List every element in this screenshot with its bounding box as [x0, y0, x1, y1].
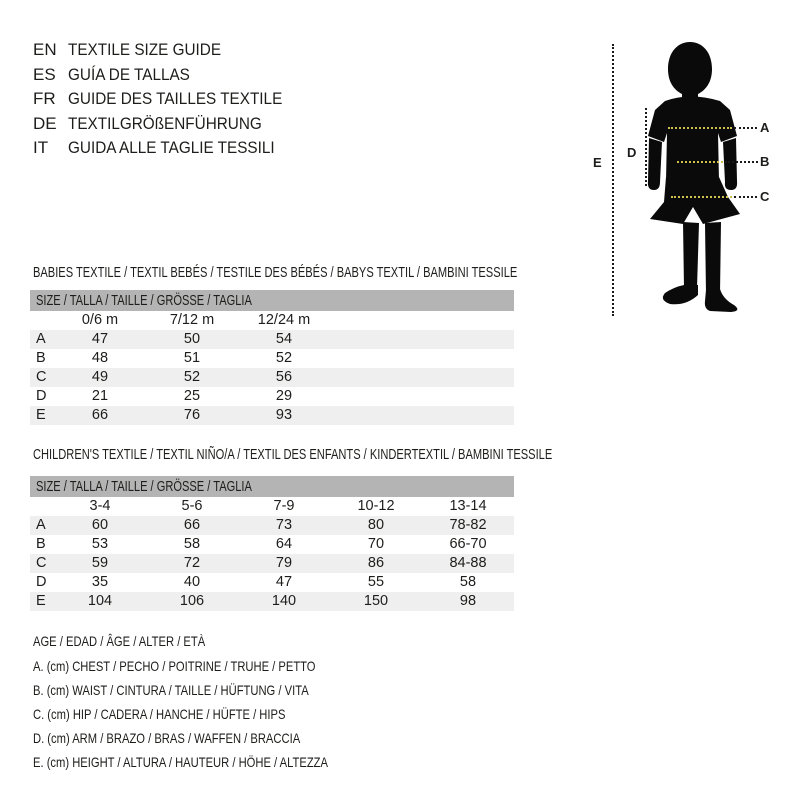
table-cell: 53	[91, 536, 109, 552]
chest-measure-line-a	[668, 127, 732, 129]
table-cell: 66-70	[449, 536, 487, 552]
table-cell	[330, 311, 514, 330]
language-label: GUIDE DES TAILLES TEXTILE	[68, 89, 283, 108]
table-cell	[330, 387, 514, 406]
row-label: C	[36, 369, 47, 385]
children-column-header-row	[30, 497, 514, 516]
table-cell: 29	[275, 388, 293, 404]
table-cell: 59	[91, 555, 109, 571]
table-cell: 47	[275, 574, 293, 590]
children-size-header-bar: SIZE / TALLA / TAILLE / GRÖSSE / TAGLIA	[30, 476, 514, 497]
table-cell: 106	[179, 593, 205, 609]
table-cell: 58	[183, 536, 201, 552]
row-label: D	[36, 388, 47, 404]
chest-measure-line-a-extension	[734, 127, 757, 129]
table-row	[30, 406, 514, 425]
table-cell: 50	[183, 331, 201, 347]
table-cell: 58	[459, 574, 477, 590]
table-cell: 66	[183, 517, 201, 533]
table-row	[30, 535, 514, 554]
language-label: GUIDA ALLE TAGLIE TESSILI	[68, 138, 275, 157]
table-cell	[330, 349, 514, 368]
table-cell	[330, 406, 514, 425]
language-label: GUÍA DE TALLAS	[68, 65, 190, 84]
table-cell: 52	[275, 350, 293, 366]
table-cell: 70	[367, 536, 385, 552]
table-cell	[330, 368, 514, 387]
table-cell: 140	[271, 593, 297, 609]
table-cell	[30, 497, 54, 516]
table-cell: 55	[367, 574, 385, 590]
table-cell: 150	[363, 593, 389, 609]
language-code: DE	[33, 114, 57, 133]
table-cell: 35	[91, 574, 109, 590]
table-cell: 48	[91, 350, 109, 366]
legend-height: E. (cm) HEIGHT / ALTURA / HAUTEUR / HÖHE / ALTEZZA	[33, 754, 328, 770]
language-code: IT	[33, 138, 49, 157]
row-label: D	[36, 574, 47, 590]
table-cell: 79	[275, 555, 293, 571]
table-cell: 47	[91, 331, 109, 347]
column-header: 3-4	[89, 498, 111, 514]
table-cell: 104	[87, 593, 113, 609]
babies-column-header-row	[30, 311, 514, 330]
figure-label-a: A	[760, 120, 770, 135]
column-header: 10-12	[357, 498, 395, 514]
table-cell: 56	[275, 369, 293, 385]
table-row	[30, 554, 514, 573]
table-cell: 73	[275, 517, 293, 533]
table-row	[30, 387, 514, 406]
table-row	[30, 368, 514, 387]
babies-section-heading: BABIES TEXTILE / TEXTIL BEBÉS / TESTILE DES BÉBÉS / BABYS TEXTIL / BAMBINI TESSILE	[33, 264, 518, 281]
table-cell: 52	[183, 369, 201, 385]
row-label: E	[36, 593, 46, 609]
table-cell: 66	[91, 407, 109, 423]
column-header: 5-6	[181, 498, 203, 514]
legend-hip: C. (cm) HIP / CADERA / HANCHE / HÜFTE / HIPS	[33, 706, 286, 722]
language-label: TEXTILGRÖßENFÜHRUNG	[68, 114, 262, 133]
table-cell	[30, 311, 54, 330]
table-cell: 49	[91, 369, 109, 385]
table-cell: 86	[367, 555, 385, 571]
table-row	[30, 592, 514, 611]
table-cell: 51	[183, 350, 201, 366]
column-header: 0/6 m	[81, 312, 119, 328]
waist-measure-line-b	[677, 161, 723, 163]
column-header: 7-9	[273, 498, 295, 514]
row-label: A	[36, 517, 46, 533]
table-cell: 25	[183, 388, 201, 404]
table-cell: 84-88	[449, 555, 487, 571]
waist-measure-line-b-extension	[725, 161, 758, 163]
language-code: EN	[33, 40, 57, 59]
figure-label-c: C	[760, 189, 770, 204]
figure-label-b: B	[760, 154, 770, 169]
legend-age: AGE / EDAD / ÂGE / ALTER / ETÀ	[33, 633, 206, 649]
row-label: B	[36, 536, 46, 552]
row-label: C	[36, 555, 47, 571]
figure-label-e: E	[593, 155, 602, 170]
table-cell: 54	[275, 331, 293, 347]
children-table	[30, 497, 514, 611]
table-cell: 72	[183, 555, 201, 571]
legend-waist: B. (cm) WAIST / CINTURA / TAILLE / HÜFTUNG / VITA	[33, 682, 309, 698]
table-cell: 21	[91, 388, 109, 404]
column-header: 13-14	[449, 498, 487, 514]
column-header: 12/24 m	[257, 312, 311, 328]
table-row	[30, 349, 514, 368]
table-row	[30, 516, 514, 535]
table-cell	[330, 330, 514, 349]
legend-arm: D. (cm) ARM / BRAZO / BRAS / WAFFEN / BRACCIA	[33, 730, 301, 746]
table-cell: 76	[183, 407, 201, 423]
row-label: A	[36, 331, 46, 347]
language-code: ES	[33, 65, 56, 84]
table-row	[30, 573, 514, 592]
table-cell: 40	[183, 574, 201, 590]
babies-size-header-bar: SIZE / TALLA / TAILLE / GRÖSSE / TAGLIA	[30, 290, 514, 311]
table-row	[30, 330, 514, 349]
row-label: E	[36, 407, 46, 423]
table-cell: 98	[459, 593, 477, 609]
language-label: TEXTILE SIZE GUIDE	[68, 40, 222, 59]
language-code: FR	[33, 89, 56, 108]
legend-chest: A. (cm) CHEST / PECHO / POITRINE / TRUHE / PETTO	[33, 658, 316, 674]
column-header: 7/12 m	[169, 312, 215, 328]
row-label: B	[36, 350, 46, 366]
babies-table	[30, 311, 514, 425]
table-cell: 80	[367, 517, 385, 533]
children-section-heading: CHILDREN'S TEXTILE / TEXTIL NIÑO/A / TEXTIL DES ENFANTS / KINDERTEXTIL / BAMBINI TESSILE	[33, 446, 553, 463]
hip-measure-line-c	[671, 196, 732, 198]
table-cell: 78-82	[449, 517, 487, 533]
table-cell: 60	[91, 517, 109, 533]
table-cell: 64	[275, 536, 293, 552]
table-cell: 93	[275, 407, 293, 423]
figure-label-d: D	[627, 145, 637, 160]
hip-measure-line-c-extension	[734, 196, 757, 198]
